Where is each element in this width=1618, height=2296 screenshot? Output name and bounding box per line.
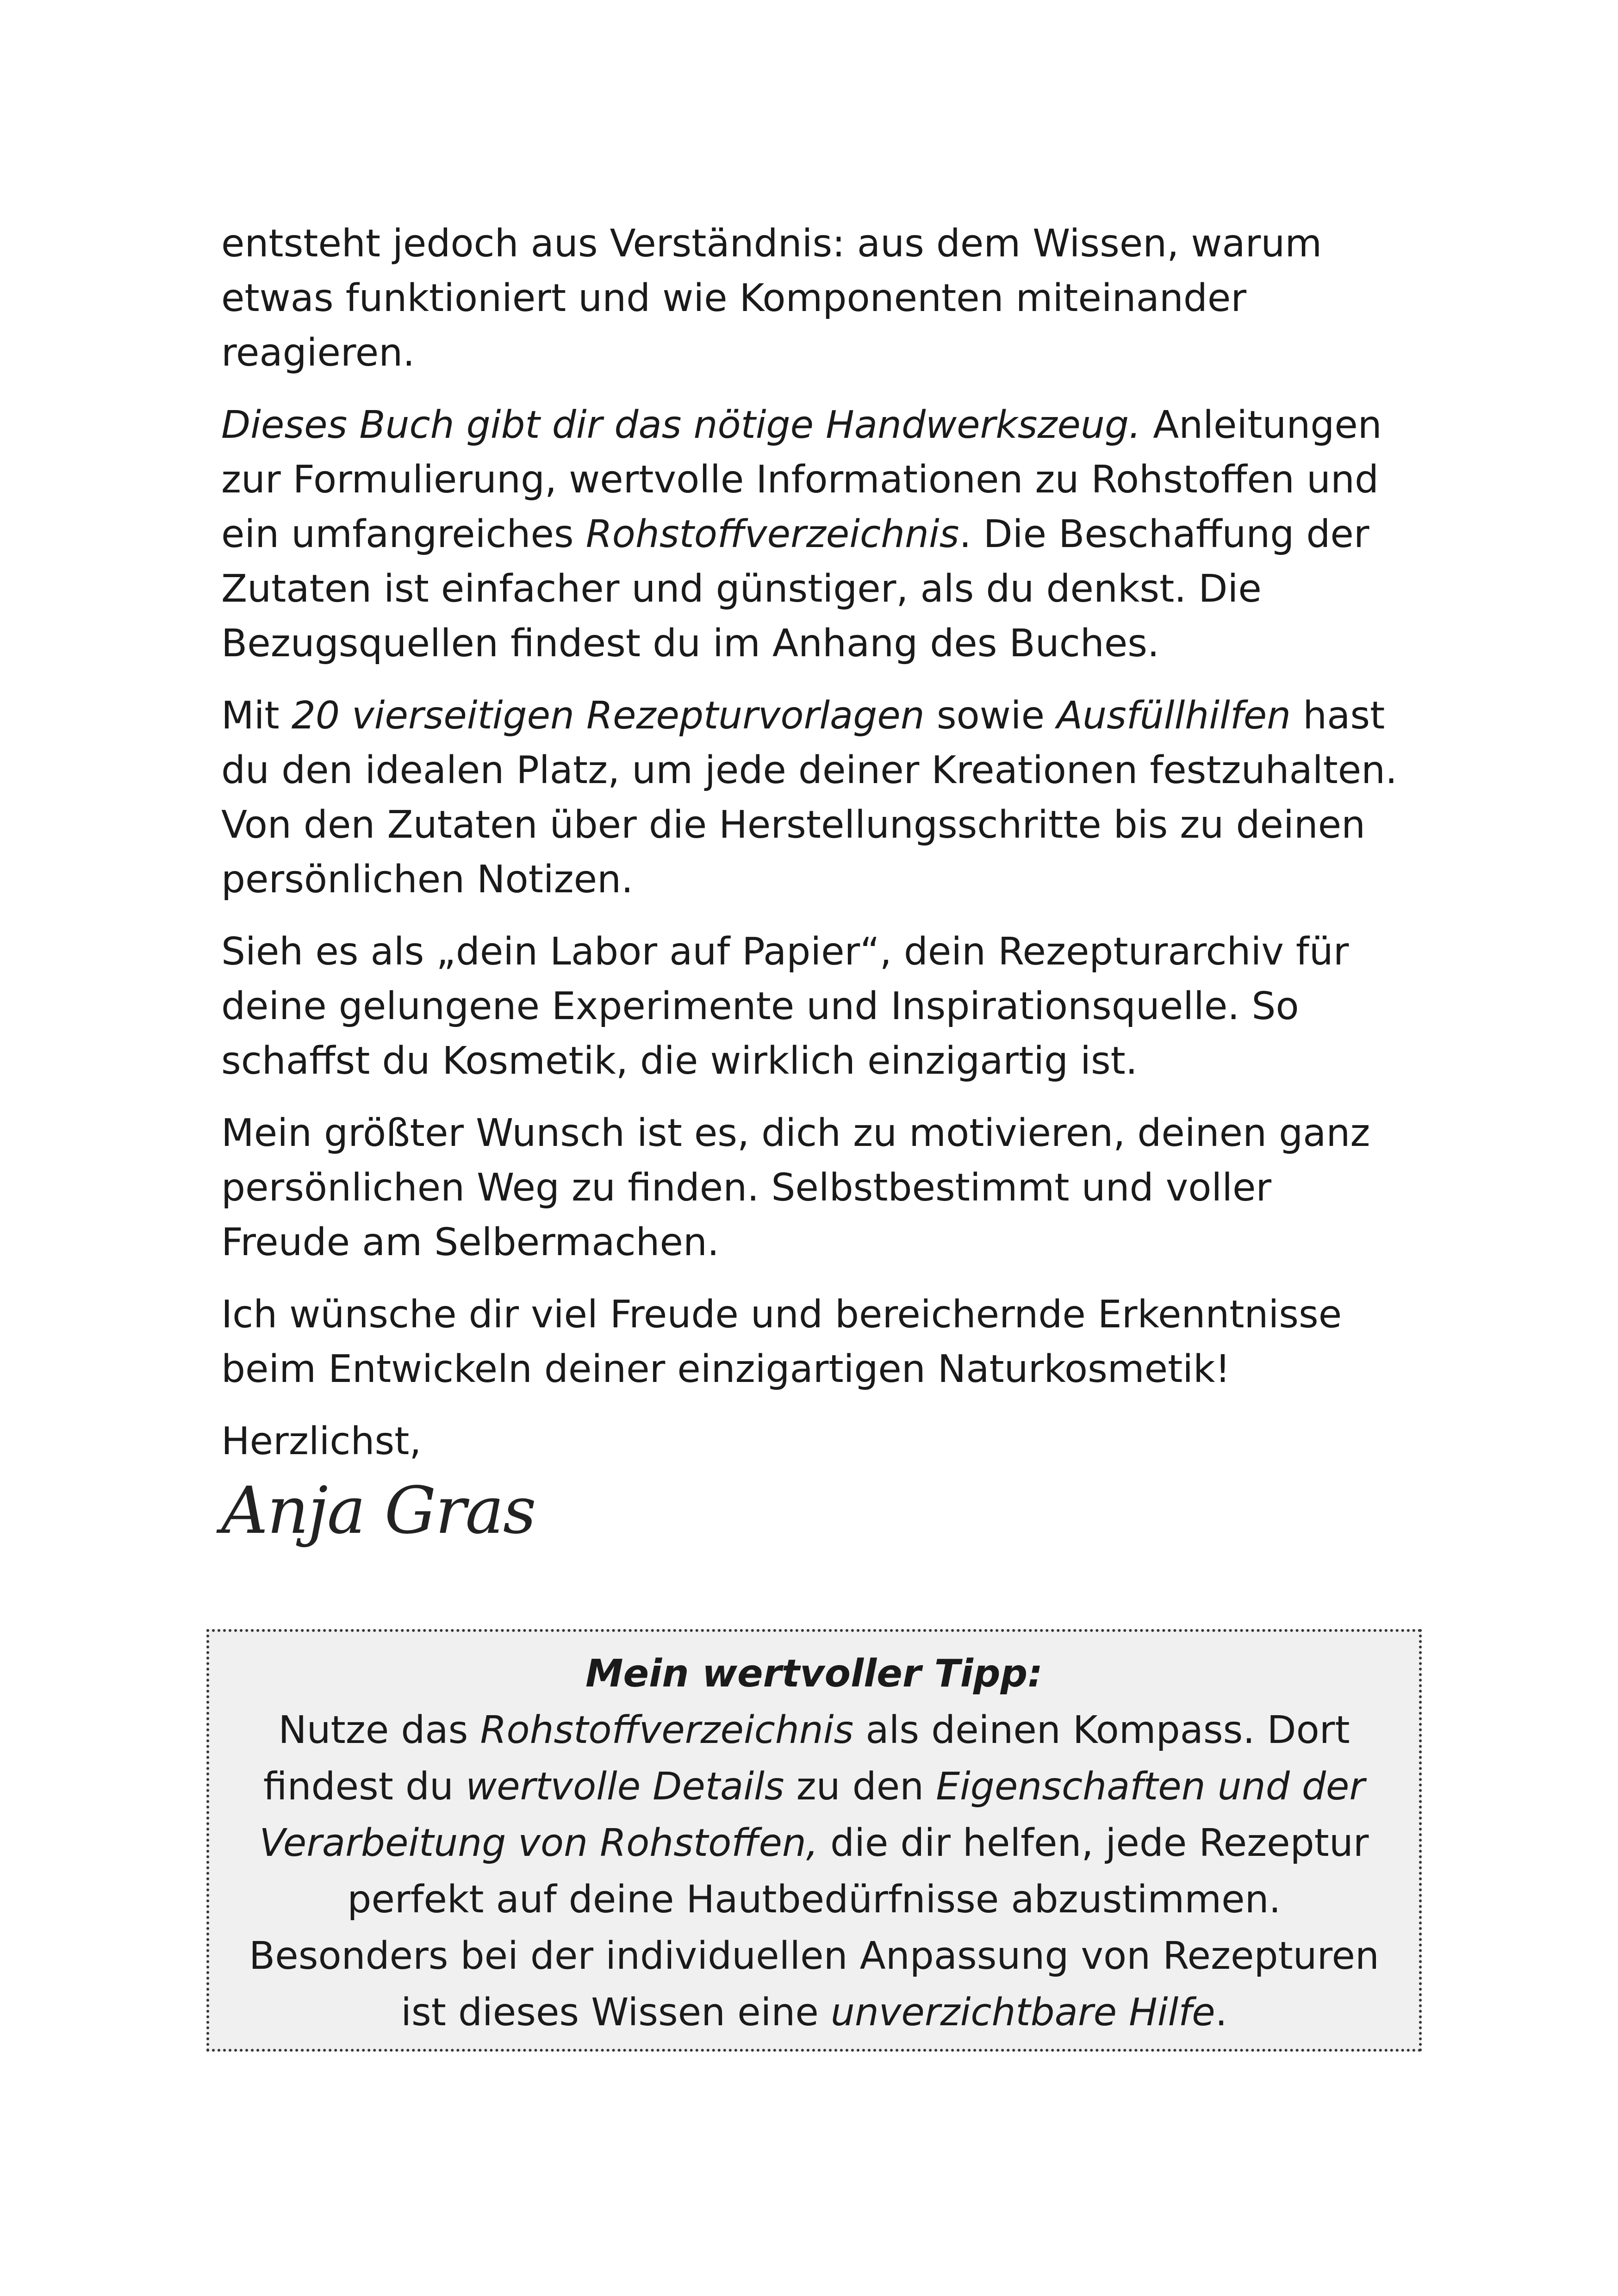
paragraph-5: Mein größter Wunsch ist es, dich zu motivieren, deinen ganz persönlichen Weg zu finden. Selbstbestimmt und voller Freude am Selbermachen. (221, 1111, 1370, 1264)
text-segment: als deinen Kompass. Dort findest du (263, 1708, 1350, 1809)
text-segment: . Die Beschaffung der Zutaten ist einfacher und günstiger, als du denkst. Die Bezugsquellen findest du im Anhang des Buches. (221, 512, 1369, 666)
emphasis-ausfuellhilfen: Ausfüllhilfen (1057, 694, 1291, 738)
paragraph-2 (221, 398, 1406, 671)
text-segment: Anleitungen zur Formulierung, wertvolle Informationen zu Rohstoffen und ein umfangreiches (221, 403, 1382, 556)
body-text (221, 217, 1406, 1487)
tip-text (246, 1702, 1382, 2041)
emphasis-unverzichtbare-hilfe: unverzichtbare Hilfe (830, 1991, 1215, 2035)
text-segment: . (1215, 1991, 1227, 2035)
emphasis-rohstoffverzeichnis: Rohstoffverzeichnis (585, 512, 959, 556)
text-segment: sowie (924, 694, 1057, 738)
paragraph-3 (221, 689, 1406, 907)
emphasis-eigenschaften: Eigenschaften und der Verarbeitung von Rohstoffen, (259, 1765, 1365, 1865)
paragraph-6: Ich wünsche dir viel Freude und bereichernde Erkenntnisse beim Entwickeln deiner einzigartigen Naturkosmetik! (221, 1293, 1342, 1391)
emphasis-handwerkszeug: Dieses Buch gibt dir das nötige Handwerkszeug. (221, 403, 1141, 447)
text-segment: Mit (221, 694, 292, 738)
signature: Anja Gras (221, 1473, 535, 1549)
emphasis-rezepturvorlagen: 20 vierseitigen Rezepturvorlagen (291, 694, 925, 738)
closing-line: Herzlichst, (221, 1419, 422, 1463)
tip-title: Mein wertvoller Tipp: (585, 1652, 1043, 1696)
tip-box (206, 1629, 1422, 2052)
text-segment: die dir helfen, jede Rezeptur perfekt auf deine Hautbedürfnisse abzustimmen. Besonders bei der individuellen Anpassung von Rezepturen ist dieses Wissen eine (249, 1821, 1379, 2035)
paragraph-4: Sieh es als „dein Labor auf Papier“, dein Rezepturarchiv für deine gelungene Experimente und Inspirationsquelle. So schaffst du Kosmetik, die wirklich einzigartig ist. (221, 930, 1349, 1083)
text-segment: zu den (784, 1765, 936, 1809)
text-segment: Nutze das (278, 1708, 480, 1752)
emphasis-rohstoffverzeichnis: Rohstoffverzeichnis (480, 1708, 854, 1752)
paragraph-1: entsteht jedoch aus Verständnis: aus dem Wissen, warum etwas funktioniert und wie Komponenten miteinander reagieren. (221, 222, 1322, 375)
emphasis-wertvolle-details: wertvolle Details (466, 1765, 784, 1809)
text-segment: hast du den idealen Platz, um jede deiner Kreationen festzuhalten. Von den Zutaten über die Herstellungsschritte bis zu deinen persönlichen Notizen. (221, 694, 1398, 902)
